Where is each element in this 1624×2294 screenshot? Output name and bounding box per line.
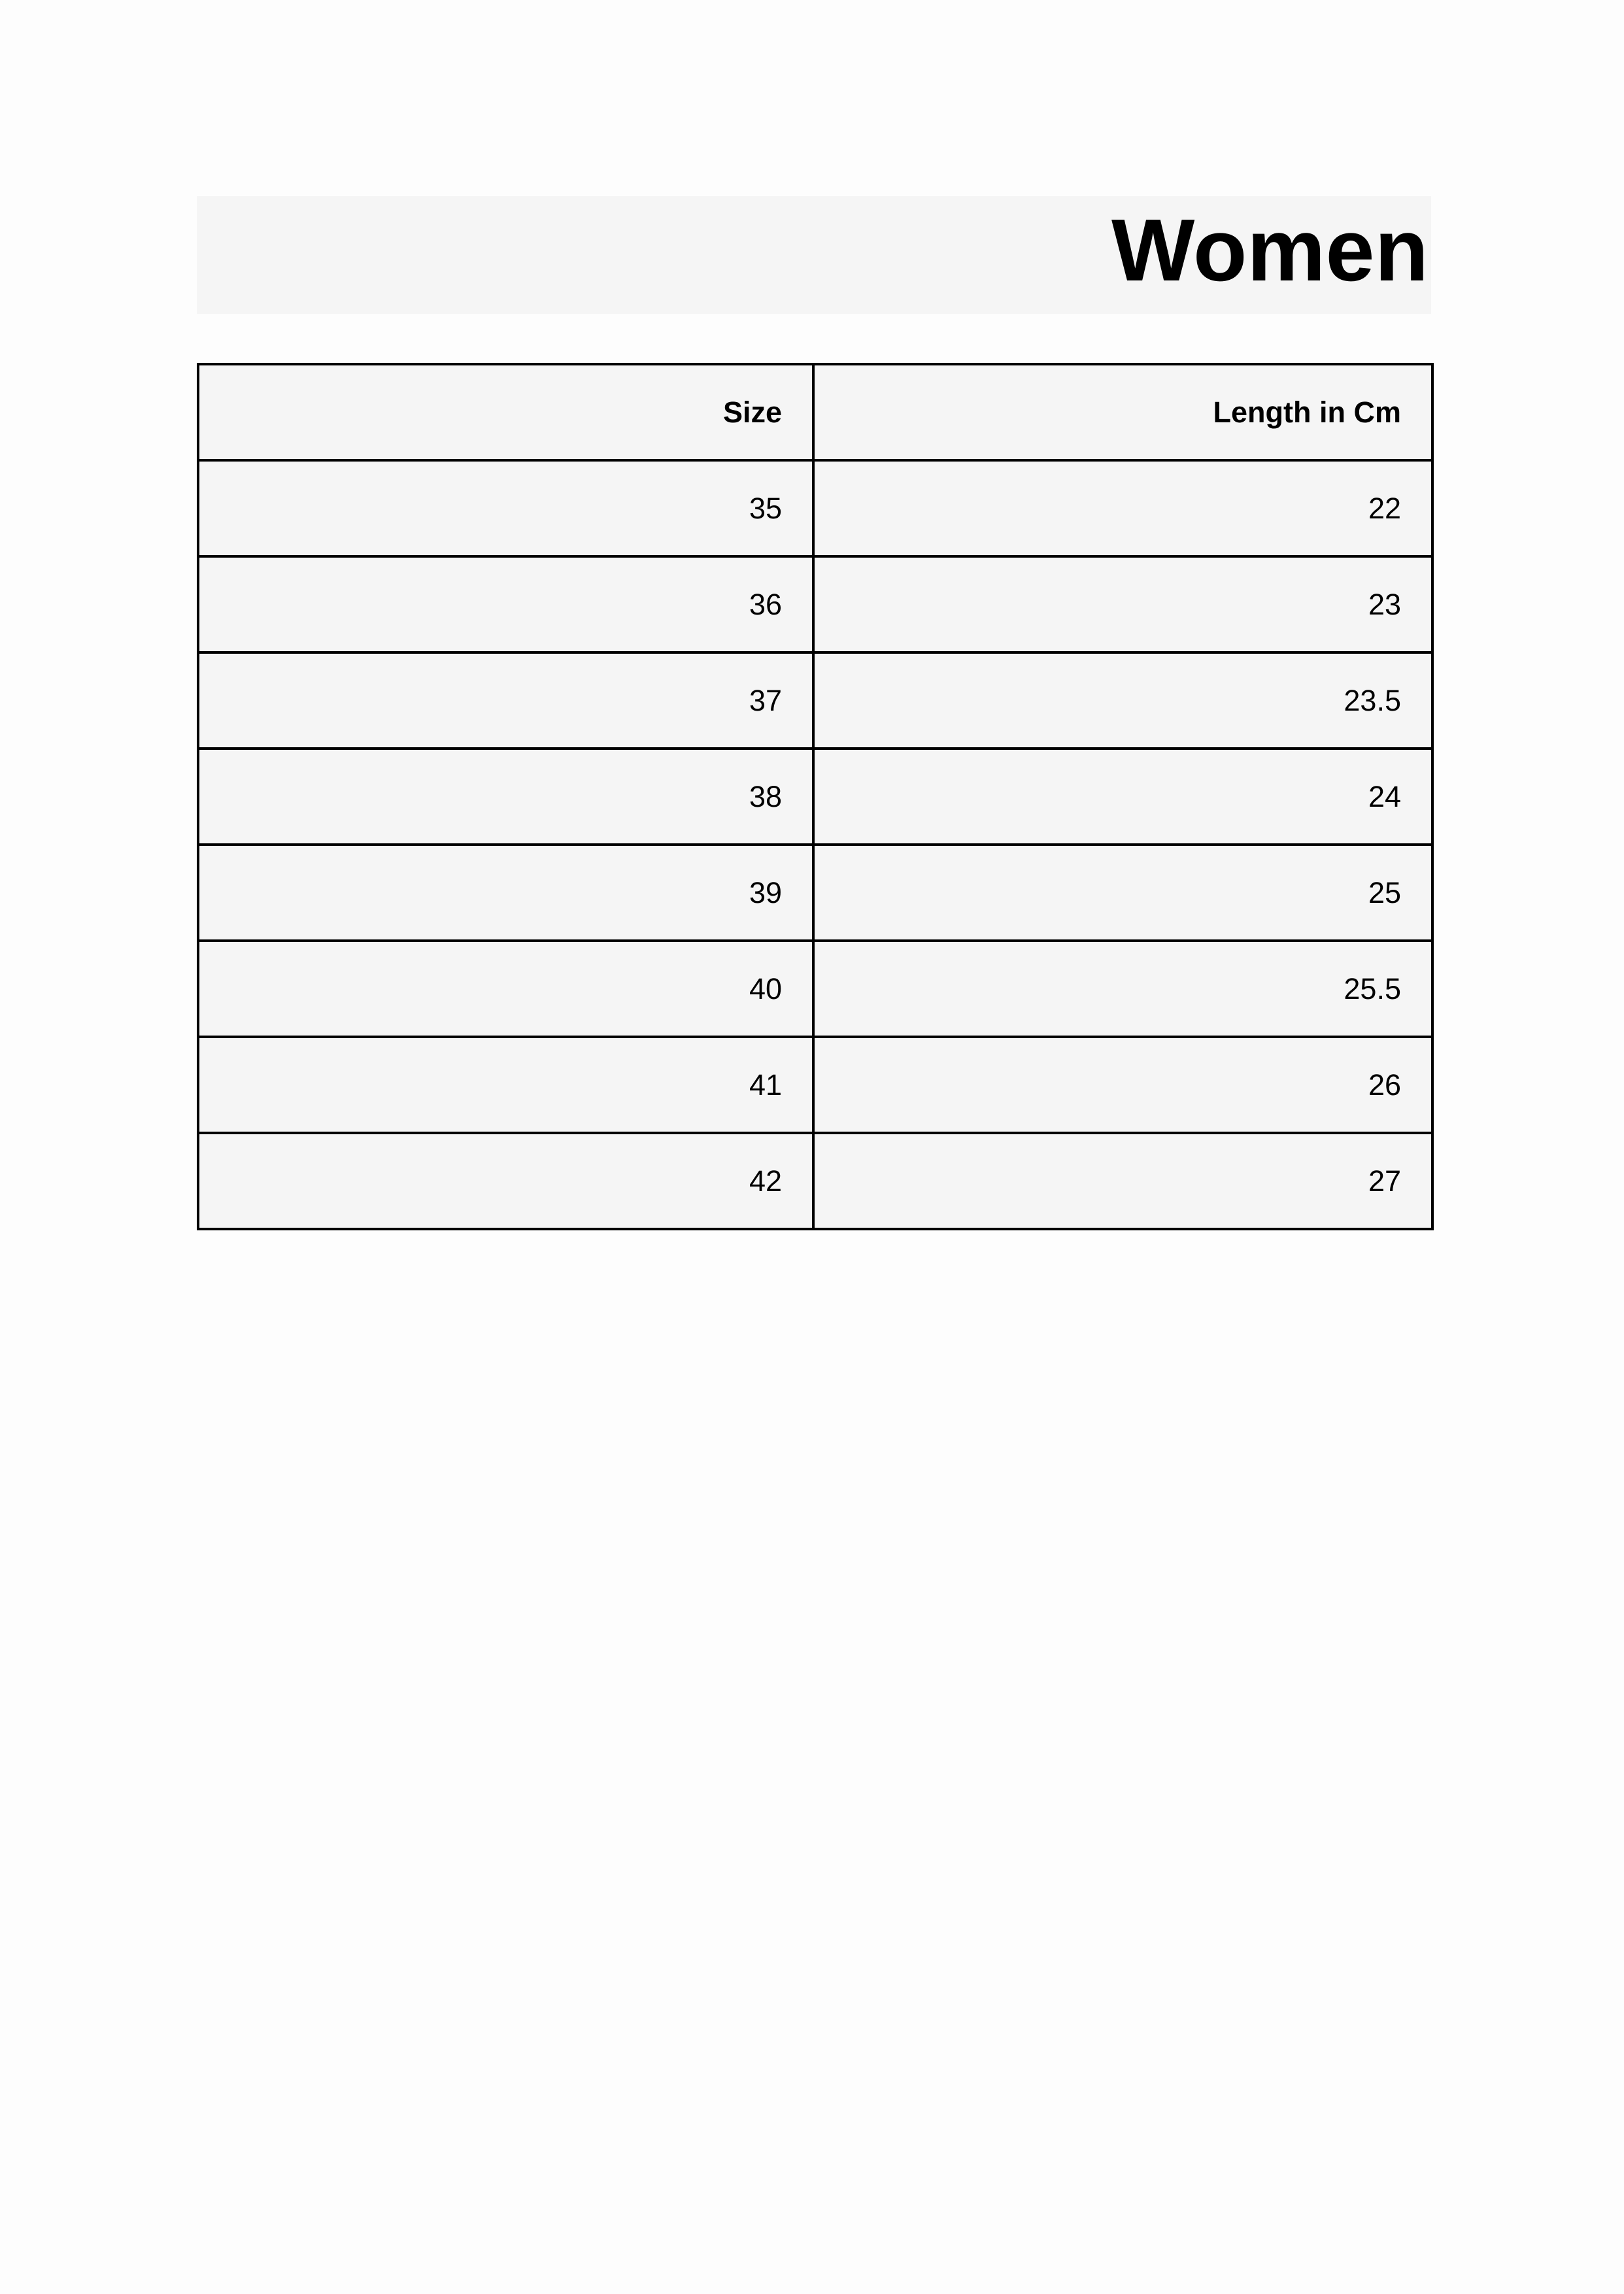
table-row	[198, 556, 1432, 652]
table-header-row	[198, 364, 1432, 460]
length-cell: 22	[813, 460, 1432, 556]
table-row	[198, 1037, 1432, 1133]
table-row	[198, 941, 1432, 1037]
column-header-length: Length in Cm	[813, 364, 1432, 460]
length-cell: 23	[813, 556, 1432, 652]
length-cell: 24	[813, 749, 1432, 845]
length-cell: 23.5	[813, 652, 1432, 749]
length-cell: 27	[813, 1133, 1432, 1229]
length-cell: 25	[813, 845, 1432, 941]
column-header-size: Size	[198, 364, 813, 460]
size-cell: 35	[198, 460, 813, 556]
size-chart-table	[197, 363, 1434, 1230]
size-cell: 42	[198, 1133, 813, 1229]
size-cell: 39	[198, 845, 813, 941]
size-cell: 38	[198, 749, 813, 845]
size-cell: 37	[198, 652, 813, 749]
title-banner	[197, 196, 1431, 314]
size-cell: 40	[198, 941, 813, 1037]
table-row	[198, 652, 1432, 749]
table-row	[198, 460, 1432, 556]
length-cell: 25.5	[813, 941, 1432, 1037]
size-cell: 36	[198, 556, 813, 652]
table-row	[198, 1133, 1432, 1229]
table-row	[198, 845, 1432, 941]
page-title: Women	[1111, 201, 1429, 299]
length-cell: 26	[813, 1037, 1432, 1133]
size-cell: 41	[198, 1037, 813, 1133]
table-row	[198, 749, 1432, 845]
